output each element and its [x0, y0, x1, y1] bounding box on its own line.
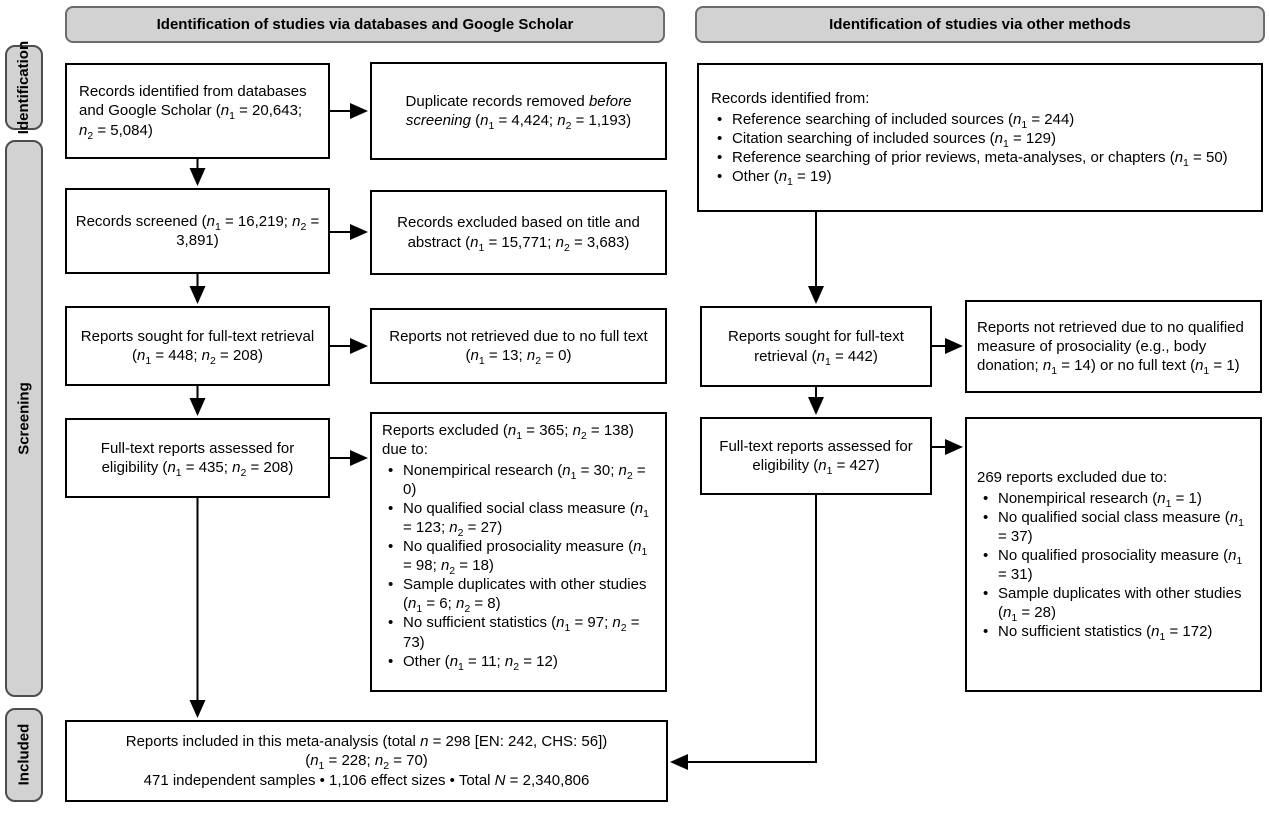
stage-screening	[5, 140, 43, 697]
box-text: Reports excluded ($n_1 = 365$; $n_2 = 138$) due to:	[382, 422, 634, 459]
included-line-1: Reports included in this meta-analysis (total n = 298 [EN: 242, CHS: 56])	[125, 733, 608, 751]
bullet-item: • Sample duplicates with other studies $(n_1 = 28)$	[977, 584, 1250, 622]
exclusion-reason-list	[382, 461, 655, 671]
box-text: 269 reports excluded due to:	[977, 468, 1168, 486]
included-line-3: 471 independent samples • 1,106 effect sizes • Total N = 2,340,806	[143, 771, 590, 789]
bullet-item: • No qualified prosociality measure ($n_1 = 98$; $n_2 = 18$)	[382, 537, 655, 575]
source-list	[711, 110, 1249, 189]
box-records-identified-databases	[65, 63, 330, 159]
box-fulltext-assessed-left	[65, 418, 330, 498]
box-reports-sought-left	[65, 306, 330, 386]
box-duplicates-removed	[370, 62, 667, 160]
stage-included-label: Included	[15, 724, 33, 786]
bullet-item: • Reference searching of prior reviews, meta-analyses, or chapters $(n_1 = 50)$	[711, 148, 1249, 167]
box-text: Full-text reports assessed for eligibility ($n_1 = 435$; $n_2 = 208$)	[100, 439, 295, 479]
box-text: Records identified from:	[711, 89, 870, 107]
arrow-right-to-included	[672, 495, 816, 762]
box-reports-not-retrieved-right	[965, 300, 1262, 393]
bullet-item: • Reference searching of included sources $(n_1 = 244)$	[711, 110, 1249, 129]
bullet-item: • No sufficient statistics ($n_1 = 97$; $n_2 = 73$)	[382, 613, 655, 651]
box-records-screened	[65, 188, 330, 274]
header-other-methods	[695, 6, 1265, 43]
box-reports-excluded-left	[370, 412, 667, 692]
box-reports-excluded-right	[965, 417, 1262, 692]
bullet-item: • Sample duplicates with other studies ($n_1 = 6$; $n_2 = 8$)	[382, 575, 655, 613]
bullet-item: • Citation searching of included sources $(n_1 = 129)$	[711, 129, 1249, 148]
bullet-item: • Other $(n_1 = 19)$	[711, 167, 1249, 186]
box-reports-sought-right	[700, 306, 932, 387]
header-databases-label: Identification of studies via databases and Google Scholar	[156, 15, 574, 33]
box-text: Reports sought for full-text retrieval ($n_1 = 448$; $n_2 = 208$)	[80, 327, 315, 367]
stage-identification-label: Identification	[15, 40, 33, 135]
bullet-item: • Nonempirical research $(n_1 = 1)$	[977, 489, 1250, 508]
exclusion-reason-list	[977, 489, 1250, 644]
bullet-item: • No sufficient statistics $(n_1 = 172)$	[977, 622, 1250, 641]
box-text: Duplicate records removed before screening ($n_1 = 4,424$; $n_2 = 1,193$)	[405, 92, 632, 132]
box-text: Records identified from databases and Google Scholar ($n_1 = 20,643$; $n_2 = 5,084$)	[79, 83, 307, 142]
bullet-item: • No qualified social class measure ($n_1 = 123$; $n_2 = 27$)	[382, 499, 655, 537]
box-fulltext-assessed-right	[700, 417, 932, 495]
box-text: Reports sought for full-text retrieval $(n_1 = 442)$	[728, 328, 904, 368]
bullet-item: • Nonempirical research ($n_1 = 30$; $n_2 = 0$)	[382, 461, 655, 499]
header-other-methods-label: Identification of studies via other methods	[829, 15, 1131, 33]
box-records-excluded-title-abstract	[370, 190, 667, 275]
bullet-item: • Other ($n_1 = 11$; $n_2 = 12$)	[382, 652, 655, 671]
box-records-identified-other	[697, 63, 1263, 212]
stage-included	[5, 708, 43, 802]
box-reports-not-retrieved-left	[370, 308, 667, 384]
bullet-item: • No qualified social class measure $(n_1 = 37)$	[977, 508, 1250, 546]
box-included	[65, 720, 668, 802]
box-text: Records excluded based on title and abstract ($n_1 = 15,771$; $n_2 = 3,683$)	[397, 214, 640, 254]
bullet-item: • No qualified prosociality measure $(n_1 = 31)$	[977, 546, 1250, 584]
box-text: Reports not retrieved due to no full text ($n_1 = 13$; $n_2 = 0$)	[389, 327, 648, 367]
box-text: Records screened ($n_1 = 16,219$; $n_2 = 3,891$)	[75, 212, 320, 249]
header-databases	[65, 6, 665, 43]
included-line-2: ($n_1 = 228$; $n_2 = 70$)	[305, 752, 428, 773]
stage-screening-label: Screening	[15, 382, 33, 455]
box-text: Full-text reports assessed for eligibility $(n_1 = 427)$	[719, 437, 913, 477]
box-text: Reports not retrieved due to no qualified measure of prosociality (e.g., body donation; $n_1 = 14$) or no full text $(n_1 = 1)$	[977, 318, 1244, 378]
stage-identification	[5, 40, 43, 135]
